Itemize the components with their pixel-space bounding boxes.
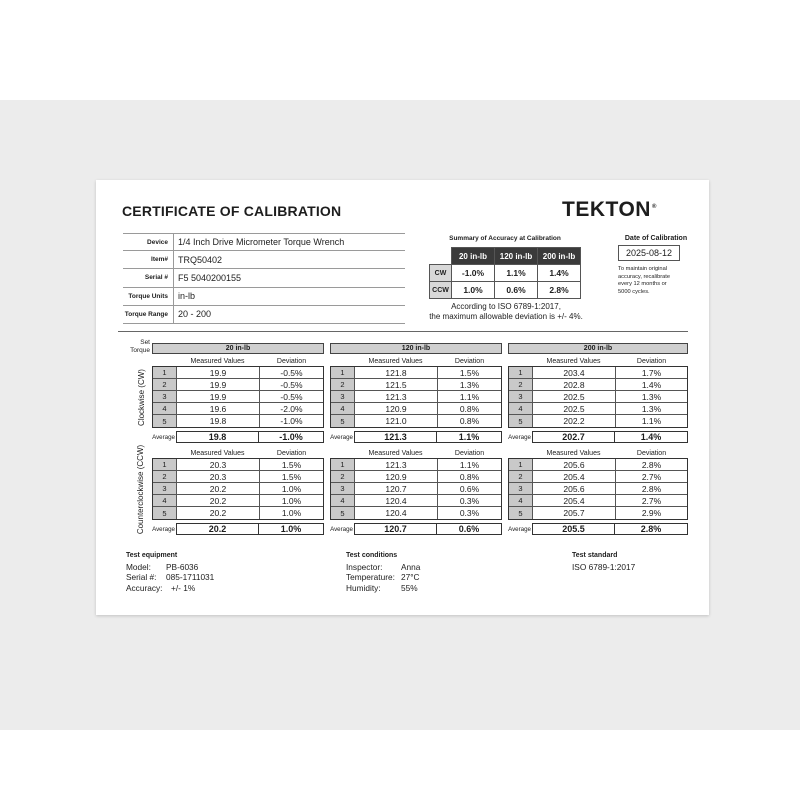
measurement-col-headers	[508, 448, 688, 458]
section-label-text: Counterclockwise (CCW)	[136, 444, 146, 534]
measured-value: 205.6	[533, 459, 616, 470]
average-row	[330, 523, 502, 535]
measurement-row	[509, 379, 687, 391]
deviation-value: 0.8%	[459, 471, 480, 482]
measurement-grid	[508, 366, 688, 428]
deviation-value: -0.5%	[280, 367, 303, 378]
average-row	[508, 523, 688, 535]
deviation-header: Deviation	[276, 357, 307, 365]
deviation-value: 1.3%	[641, 391, 662, 402]
calibration-date-title: Date of Calibration	[624, 235, 688, 242]
test-standard-value: ISO 6789-1:2017	[572, 561, 636, 572]
summary-title: Summary of Accuracy at Calibration	[449, 235, 561, 242]
measurement-row	[509, 403, 687, 415]
summary-col-header: 200 in-lb	[538, 248, 581, 265]
deviation-value: 1.0%	[281, 483, 302, 494]
trial-number: 3	[509, 391, 533, 402]
test-equipment-value: PB-6036	[166, 561, 199, 572]
measurement-block	[152, 356, 324, 443]
summary-value: 2.8%	[538, 282, 581, 299]
deviation-value: 0.3%	[459, 508, 480, 518]
deviation-value: 2.7%	[641, 495, 662, 506]
measured-values-header: Measured Values	[190, 449, 245, 457]
deviation-header: Deviation	[454, 357, 485, 365]
average-deviation: 0.6%	[437, 523, 502, 535]
measured-value: 121.3	[355, 459, 438, 470]
average-deviation: 1.4%	[615, 431, 688, 443]
device-info-value: TRQ50402	[173, 251, 405, 268]
measured-value: 121.5	[355, 379, 438, 390]
deviation-value: 1.1%	[459, 459, 480, 470]
section-label-cw	[133, 366, 149, 428]
measurement-grid	[152, 366, 324, 428]
test-equipment-row	[126, 562, 214, 573]
test-conditions-value: Anna	[401, 561, 421, 572]
test-standard-title: Test standard	[572, 552, 618, 559]
test-equipment-row	[126, 572, 214, 583]
test-equipment-title: Test equipment	[126, 552, 178, 559]
measured-value: 120.4	[355, 495, 438, 506]
test-equipment	[126, 551, 214, 593]
test-conditions-row	[346, 572, 420, 583]
average-value: 20.2	[176, 523, 259, 535]
brand-logo-text: TEKTON	[562, 198, 651, 221]
measurement-row	[509, 415, 687, 427]
range-header: 120 in-lb	[330, 343, 502, 354]
measured-value: 19.6	[177, 403, 260, 414]
measurement-block	[330, 448, 502, 535]
measured-value: 202.8	[533, 379, 616, 390]
average-value: 205.5	[532, 523, 615, 535]
recalibration-note-line: To maintain original	[618, 266, 668, 272]
test-conditions-label: Temperature:	[346, 572, 395, 582]
measured-value: 205.6	[533, 483, 616, 494]
trial-number: 2	[331, 471, 355, 482]
deviation-header: Deviation	[276, 449, 307, 457]
device-info-value: in-lb	[173, 288, 405, 305]
measurement-col-headers	[330, 356, 502, 366]
measurement-row	[509, 391, 687, 403]
measured-value: 202.5	[533, 403, 616, 414]
summary-note	[416, 302, 596, 322]
recalibration-note-line: every 12 months or	[618, 281, 667, 287]
test-equipment-value: +/- 1%	[171, 582, 196, 593]
average-value: 120.7	[354, 523, 437, 535]
measured-value: 20.3	[177, 459, 260, 470]
measurement-row	[331, 495, 501, 507]
average-deviation: 1.1%	[437, 431, 502, 443]
trial-number: 2	[153, 379, 177, 390]
average-label: Average	[152, 525, 175, 533]
measured-value: 19.8	[177, 415, 260, 427]
measurement-row	[331, 483, 501, 495]
measurement-row	[153, 415, 323, 427]
measurement-row	[509, 367, 687, 379]
trial-number: 2	[509, 379, 533, 390]
calibration-certificate	[96, 180, 709, 615]
measurement-row	[153, 391, 323, 403]
deviation-value: 1.3%	[459, 379, 480, 390]
measurement-grid	[152, 458, 324, 520]
measurement-row	[153, 483, 323, 495]
deviation-value: 1.7%	[641, 367, 662, 378]
device-info-label: Item#	[151, 256, 168, 264]
deviation-header: Deviation	[636, 449, 667, 457]
measured-value: 202.2	[533, 415, 616, 427]
trial-number: 3	[509, 483, 533, 494]
measurement-block	[508, 356, 688, 443]
device-info-row	[123, 306, 405, 324]
deviation-value: 1.5%	[281, 471, 302, 482]
device-info-label: Serial #	[144, 274, 168, 282]
measurement-row	[331, 379, 501, 391]
deviation-value: 1.0%	[281, 508, 302, 518]
trial-number: 5	[509, 507, 533, 519]
measured-value: 120.4	[355, 507, 438, 519]
deviation-value: 1.1%	[459, 391, 480, 402]
test-conditions-label: Humidity:	[346, 582, 381, 593]
test-conditions-value: 27°C	[401, 572, 420, 582]
trial-number: 5	[331, 415, 355, 427]
deviation-header: Deviation	[636, 357, 667, 365]
measurement-row	[509, 459, 687, 471]
summary-row-cw	[430, 265, 581, 282]
set-torque-label-line: Set	[140, 339, 150, 346]
test-equipment-value: 085-1711031	[166, 572, 215, 582]
measured-value: 121.8	[355, 367, 438, 378]
average-deviation: -1.0%	[259, 431, 324, 443]
section-label-text: Clockwise (CW)	[136, 368, 146, 426]
device-info-row	[123, 269, 405, 287]
trial-number: 3	[331, 483, 355, 494]
trial-number: 1	[509, 367, 533, 378]
device-info-label: Device	[147, 238, 168, 246]
average-row	[152, 431, 324, 443]
average-row	[508, 431, 688, 443]
measured-value: 19.9	[177, 367, 260, 378]
summary-value: 0.6%	[495, 282, 538, 299]
test-conditions-row	[346, 583, 420, 594]
measured-value: 205.7	[533, 507, 616, 519]
deviation-value: 1.4%	[641, 379, 662, 390]
measured-value: 121.0	[355, 415, 438, 427]
test-equipment-label: Serial #:	[126, 572, 157, 582]
measurement-row	[153, 403, 323, 415]
average-label: Average	[152, 433, 175, 441]
average-row	[330, 431, 502, 443]
measured-value: 120.9	[355, 471, 438, 482]
measurement-row	[153, 379, 323, 391]
section-divider	[118, 331, 688, 332]
deviation-value: -2.0%	[280, 403, 303, 414]
recalibration-note	[618, 266, 698, 296]
test-equipment-row	[126, 583, 214, 594]
device-info-value: 20 - 200	[173, 306, 405, 323]
measured-value: 120.7	[355, 483, 438, 494]
measured-value: 205.4	[533, 495, 616, 506]
measured-value: 20.2	[177, 483, 260, 494]
measured-values-header: Measured Values	[368, 449, 423, 457]
measurement-row	[153, 471, 323, 483]
average-value: 121.3	[354, 431, 437, 443]
test-equipment-label: Accuracy:	[126, 582, 163, 593]
average-deviation: 2.8%	[615, 523, 688, 535]
deviation-value: 2.7%	[641, 471, 662, 482]
measurement-row	[331, 391, 501, 403]
range-header: 200 in-lb	[508, 343, 688, 354]
measured-value: 20.2	[177, 507, 260, 519]
deviation-value: -1.0%	[280, 416, 303, 426]
measurement-block	[152, 448, 324, 535]
trial-number: 4	[331, 495, 355, 506]
deviation-value: -0.5%	[280, 391, 303, 402]
summary-col-header: 20 in-lb	[452, 248, 495, 265]
device-info-label: Torque Range	[124, 310, 168, 318]
deviation-value: 1.3%	[641, 403, 662, 414]
trial-number: 4	[153, 403, 177, 414]
measurement-col-headers	[152, 448, 324, 458]
section-label-ccw	[133, 444, 149, 534]
measured-value: 121.3	[355, 391, 438, 402]
average-deviation: 1.0%	[259, 523, 324, 535]
set-torque-label	[116, 339, 150, 355]
measurement-col-headers	[330, 448, 502, 458]
deviation-value: 2.8%	[641, 459, 662, 470]
trial-number: 4	[509, 495, 533, 506]
summary-value: 1.0%	[452, 282, 495, 299]
measurement-block	[330, 356, 502, 443]
registered-mark: ®	[651, 204, 657, 210]
deviation-value: -0.5%	[280, 379, 303, 390]
test-conditions-title: Test conditions	[346, 552, 398, 559]
recalibration-note-line: 5000 cycles.	[618, 288, 650, 295]
trial-number: 4	[509, 403, 533, 414]
deviation-value: 1.1%	[641, 416, 662, 426]
measured-values-header: Measured Values	[368, 357, 423, 365]
summary-note-line: According to ISO 6789-1:2017,	[451, 302, 561, 311]
summary-note-line: the maximum allowable deviation is +/- 4%.	[429, 312, 583, 321]
measurement-row	[331, 507, 501, 519]
summary-col-header: 120 in-lb	[495, 248, 538, 265]
set-torque-label-line: Torque	[130, 347, 150, 354]
summary-row-ccw	[430, 282, 581, 299]
deviation-value: 0.3%	[459, 495, 480, 506]
trial-number: 3	[153, 483, 177, 494]
test-equipment-label: Model:	[126, 561, 151, 572]
measurement-grid	[508, 458, 688, 520]
measurement-row	[509, 471, 687, 483]
measurement-row	[331, 471, 501, 483]
measured-value: 19.9	[177, 379, 260, 390]
trial-number: 4	[153, 495, 177, 506]
measurement-grid	[330, 458, 502, 520]
measurement-row	[153, 507, 323, 519]
summary-table	[429, 247, 581, 299]
measurement-block	[508, 448, 688, 535]
range-header: 20 in-lb	[152, 343, 324, 354]
deviation-value: 0.8%	[459, 416, 480, 426]
measured-value: 205.4	[533, 471, 616, 482]
average-value: 19.8	[176, 431, 259, 443]
trial-number: 1	[153, 459, 177, 470]
trial-number: 2	[331, 379, 355, 390]
measurement-row	[331, 403, 501, 415]
deviation-value: 1.5%	[459, 367, 480, 378]
trial-number: 1	[331, 367, 355, 378]
recalibration-note-line: accuracy, recalibrate	[618, 273, 671, 280]
trial-number: 1	[153, 367, 177, 378]
measured-values-header: Measured Values	[546, 357, 601, 365]
deviation-value: 0.8%	[459, 403, 480, 414]
average-label: Average	[508, 433, 531, 441]
trial-number: 1	[331, 459, 355, 470]
measurement-row	[153, 459, 323, 471]
deviation-value: 2.9%	[641, 508, 662, 518]
test-conditions	[346, 551, 420, 593]
summary-direction: CW	[430, 265, 452, 282]
trial-number: 2	[509, 471, 533, 482]
summary-header-row	[430, 248, 581, 265]
deviation-value: 0.6%	[459, 483, 480, 494]
certificate-title: CERTIFICATE OF CALIBRATION	[122, 203, 342, 219]
trial-number: 5	[153, 415, 177, 427]
deviation-value: 1.5%	[281, 459, 302, 470]
measured-value: 203.4	[533, 367, 616, 378]
measurement-col-headers	[508, 356, 688, 366]
test-conditions-label: Inspector:	[346, 561, 383, 572]
device-info-value: F5 5040200155	[173, 269, 405, 286]
measurement-row	[331, 459, 501, 471]
measured-value: 20.2	[177, 495, 260, 506]
measured-value: 202.5	[533, 391, 616, 402]
average-label: Average	[330, 525, 353, 533]
measurement-row	[331, 415, 501, 427]
measurement-row	[153, 367, 323, 379]
measurement-col-headers	[152, 356, 324, 366]
calibration-date-value: 2025-08-12	[618, 245, 680, 261]
measurement-row	[509, 507, 687, 519]
trial-number: 1	[509, 459, 533, 470]
average-value: 202.7	[532, 431, 615, 443]
brand-logo	[562, 198, 657, 222]
trial-number: 5	[331, 507, 355, 519]
device-info-value: 1/4 Inch Drive Micrometer Torque Wrench	[173, 234, 405, 250]
average-row	[152, 523, 324, 535]
measurement-row	[509, 495, 687, 507]
measured-values-header: Measured Values	[190, 357, 245, 365]
measurement-row	[153, 495, 323, 507]
measured-value: 120.9	[355, 403, 438, 414]
deviation-value: 2.8%	[641, 483, 662, 494]
measured-value: 19.9	[177, 391, 260, 402]
trial-number: 2	[153, 471, 177, 482]
trial-number: 5	[509, 415, 533, 427]
test-conditions-row	[346, 562, 420, 573]
device-info-row	[123, 288, 405, 306]
summary-value: -1.0%	[452, 265, 495, 282]
test-standard	[572, 551, 635, 572]
average-label: Average	[508, 525, 531, 533]
device-info-row	[123, 251, 405, 269]
trial-number: 3	[331, 391, 355, 402]
trial-number: 5	[153, 507, 177, 519]
summary-value: 1.1%	[495, 265, 538, 282]
summary-value: 1.4%	[538, 265, 581, 282]
measurement-row	[509, 483, 687, 495]
deviation-value: 1.0%	[281, 495, 302, 506]
summary-corner	[430, 248, 452, 265]
device-info-table	[123, 233, 405, 324]
trial-number: 4	[331, 403, 355, 414]
summary-direction: CCW	[430, 282, 452, 299]
trial-number: 3	[153, 391, 177, 402]
measurement-row	[331, 367, 501, 379]
measured-value: 20.3	[177, 471, 260, 482]
device-info-label: Torque Units	[128, 292, 168, 300]
deviation-header: Deviation	[454, 449, 485, 457]
measured-values-header: Measured Values	[546, 449, 601, 457]
average-label: Average	[330, 433, 353, 441]
measurement-grid	[330, 366, 502, 428]
device-info-row	[123, 233, 405, 251]
test-conditions-value: 55%	[401, 582, 418, 593]
